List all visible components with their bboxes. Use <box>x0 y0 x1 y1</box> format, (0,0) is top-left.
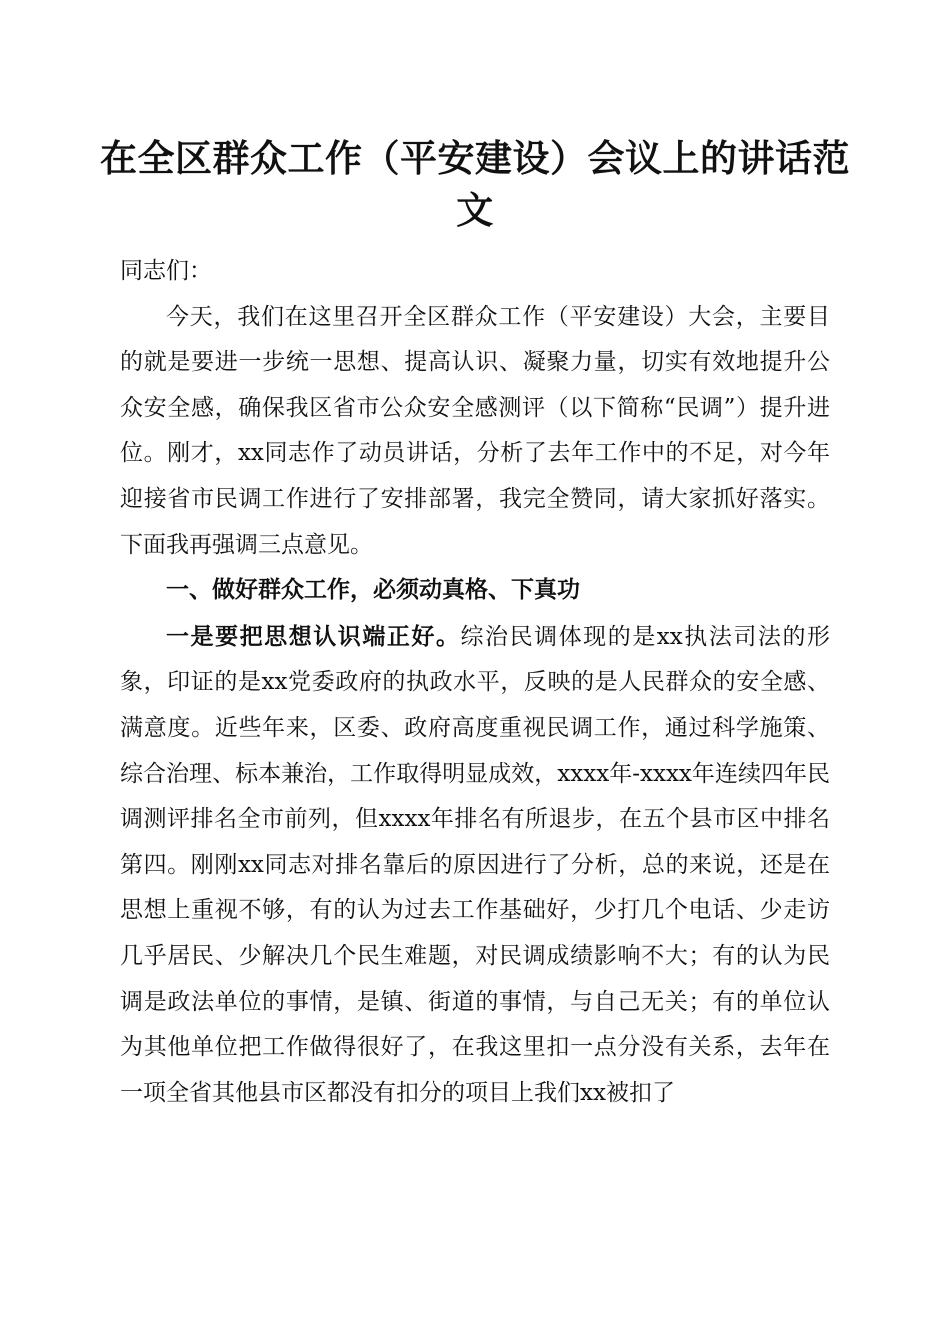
salutation: 同志们： <box>120 258 212 284</box>
point-lead: 一是要把思想认识端正好。 <box>166 622 461 650</box>
point-body: 综治民调体现的是xx执法司法的形象，印证的是xx党委政府的执政水平，反映的是人民群众的安全感、满意度。近些年来，区委、政府高度重视民调工作，通过科学施策、综合治理、标本兼治，工作取得明显成效，xxxx年-xxxx年连续四年民调测评排名全市前列，但xxxx年排名有所退步，在五个县市区中排名第四。刚刚xx同志对排名靠后的原因进行了分析，总的来说，还是在思想上重视不够，有的认为过去工作基础好，少打几个电话、少走访几乎居民、少解决几个民生难题，对民调成绩影响不大；有的认为民调是政法单位的事情，是镇、街道的事情，与自己无关；有的单位认为其他单位把工作做得很好了，在我这里扣一点分没有关系，去年在一项全省其他县市区都没有扣分的项目上我们xx被扣了 <box>120 623 830 1106</box>
document-title: 在全区群众工作（平安建设）会议上的讲话范文 <box>100 136 850 232</box>
paragraph-point-1 <box>120 614 830 1117</box>
section-heading-1: 一、做好群众工作，必须动真格、下真功 <box>166 577 580 604</box>
paragraph-intro: 今天，我们在这里召开全区群众工作（平安建设）大会，主要目的就是要进一步统一思想、提高认识、凝聚力量，切实有效地提升公众安全感，确保我区省市公众安全感测评（以下简称“民调”）提升进位。刚才，xx同志作了动员讲话，分析了去年工作中的不足，对今年迎接省市民调工作进行了安排部署，我完全赞同，请大家抓好落实。下面我再强调三点意见。 <box>120 303 830 558</box>
document-body <box>120 249 830 1116</box>
